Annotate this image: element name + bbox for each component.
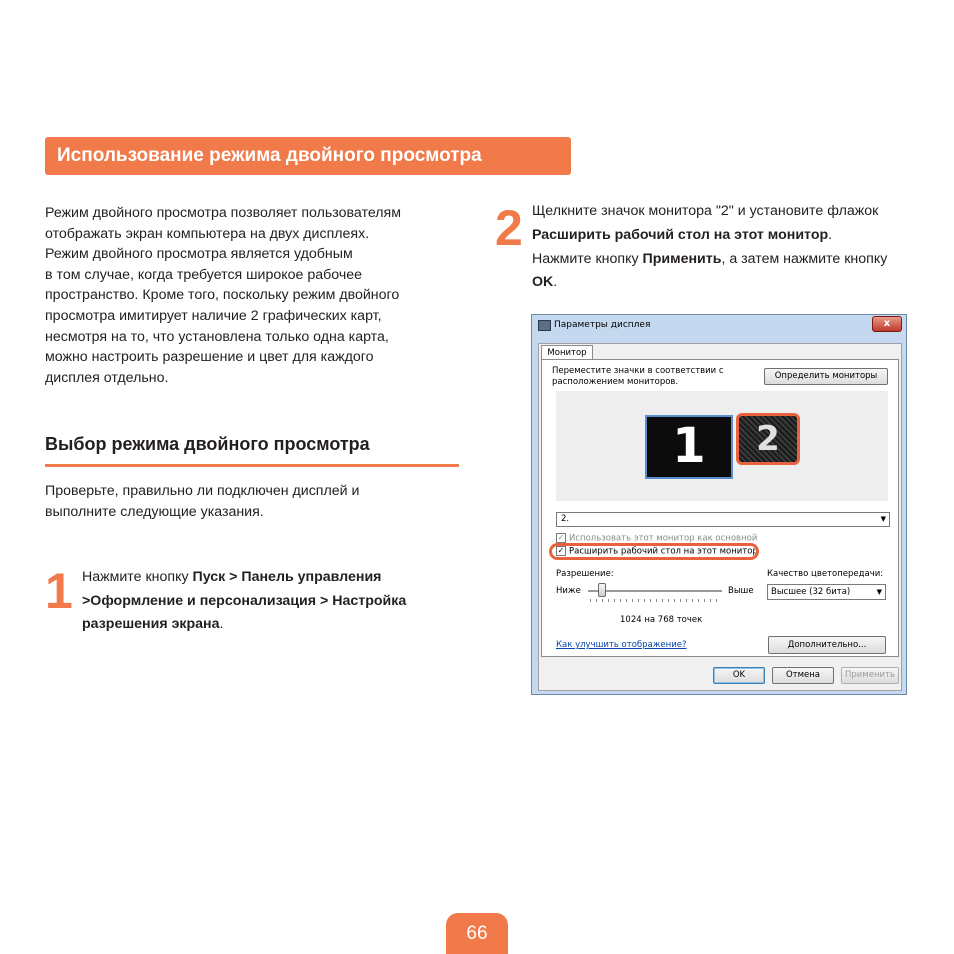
dialog-title: Параметры дисплея [554, 320, 651, 330]
extend-desktop-label: Расширить рабочий стол на этот монитор [569, 546, 758, 557]
check-line: Проверьте, правильно ли подключен дисплей и [45, 483, 360, 499]
monitor-2-icon[interactable]: 2 [736, 413, 800, 465]
arrange-instruction: Переместите значки в соответствии с расположением мониторов. [552, 366, 724, 387]
step-2-number: 2 [495, 200, 523, 256]
step-2-b2: Применить [642, 250, 722, 267]
monitor-select[interactable] [556, 512, 890, 527]
color-quality-select[interactable] [767, 584, 886, 600]
resolution-slider-thumb[interactable] [598, 583, 606, 597]
intro-line: пространство. Кроме того, поскольку режим двойного [45, 287, 400, 304]
intro-line: в том случае, когда требуется широкое рабочее [45, 266, 363, 283]
ok-button[interactable]: OK [713, 667, 765, 684]
checkbox-icon: ✓ [557, 546, 565, 555]
step-1-pre: Нажмите кнопку [82, 569, 193, 585]
intro-line: просмотра имитирует наличие 2 графических карт, [45, 307, 382, 324]
chevron-down-icon: ▼ [880, 515, 886, 523]
section-title: Использование режима двойного просмотра [57, 145, 482, 166]
cancel-button[interactable]: Отмена [772, 667, 834, 684]
check-line: выполните следующие указания. [45, 503, 264, 520]
step-2-t4: . [553, 274, 558, 291]
primary-monitor-label: Использовать этот монитор как основной [569, 533, 758, 544]
identify-monitors-button[interactable]: Определить мониторы [764, 368, 888, 385]
slider-ticks [590, 599, 722, 602]
intro-line: Режим двойного просмотра является удобным [45, 246, 353, 263]
subheading: Выбор режима двойного просмотра [45, 434, 370, 454]
intro-line: можно настроить разрешение и цвет для каждого [45, 349, 374, 366]
step-2-t1: Щелкните значок монитора "2" и установите флажок [532, 203, 879, 219]
help-link[interactable]: Как улучшить отображение? [556, 640, 687, 650]
color-quality-label: Качество цветопередачи: [767, 569, 884, 579]
intro-line: дисплея отдельно. [45, 369, 169, 386]
step-2-t3: , а затем нажмите кнопку [721, 250, 888, 267]
intro-paragraph [45, 203, 465, 388]
tab-monitor[interactable]: Монитор [541, 345, 593, 361]
step-2-b1: Расширить рабочий стол на этот монитор [532, 226, 829, 243]
apply-button[interactable]: Применить [841, 667, 899, 684]
slider-high-label: Выше [728, 586, 754, 596]
slider-low-label: Ниже [556, 586, 581, 596]
page-number: 66 [446, 913, 508, 954]
intro-line: отображать экран компьютера на двух дисплеях. [45, 225, 370, 242]
monitor-1-icon[interactable]: 1 [645, 415, 733, 479]
resolution-label: Разрешение: [556, 569, 614, 579]
step-1-path: Пуск > Панель управления >Оформление и персонализация > Настройка разрешения экрана [82, 569, 407, 632]
step-1-number: 1 [45, 563, 73, 619]
step-1-text [82, 566, 462, 637]
chevron-down-icon: ▼ [876, 588, 882, 596]
checkbox-icon: ✓ [557, 533, 565, 542]
monitor-select-value: 2. [561, 514, 570, 524]
step-2-text [532, 200, 892, 295]
monitor-panel [541, 359, 899, 657]
resolution-slider-track[interactable] [588, 590, 722, 592]
display-settings-dialog [531, 314, 907, 695]
step-2-t2: . Нажмите кнопку [532, 226, 833, 267]
extend-highlight-ring [549, 543, 759, 560]
check-paragraph [45, 481, 445, 522]
intro-line: несмотря на то, что установлена только одна карта, [45, 328, 389, 345]
intro-line: Режим двойного просмотра позволяет пользователям [45, 205, 401, 221]
step-1-post: . [219, 616, 224, 632]
section-title-bar [45, 137, 571, 175]
close-button[interactable]: x [872, 316, 902, 332]
step-2-b3: OK [532, 274, 554, 291]
advanced-button[interactable]: Дополнительно... [768, 636, 886, 654]
subheading-underline [45, 464, 459, 467]
resolution-value: 1024 на 768 точек [620, 615, 703, 625]
monitor-arrangement-area [556, 391, 888, 501]
dialog-titlebar[interactable] [532, 315, 906, 337]
color-quality-value: Высшее (32 бита) [771, 587, 851, 597]
display-icon [538, 320, 551, 331]
